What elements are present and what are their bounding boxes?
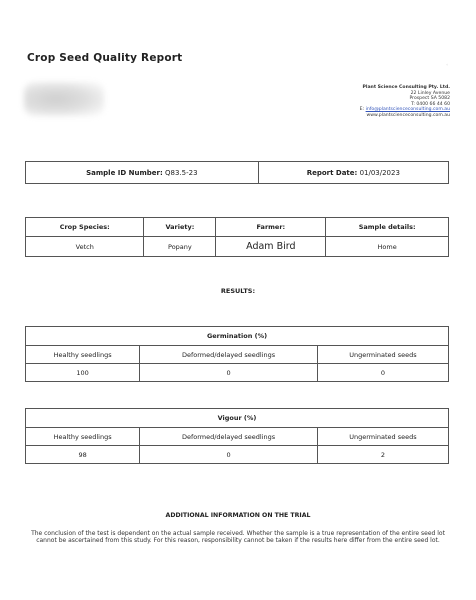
report-title: Crop Seed Quality Report: [27, 52, 183, 64]
company-logo-blurred: [24, 82, 104, 116]
germination-table: [25, 326, 449, 382]
sample-id-cell: [26, 162, 259, 184]
crop-info-table: [25, 217, 449, 257]
germination-header-healthy: Healthy seedlings: [26, 346, 140, 364]
vigour-header-deformed: Deformed/delayed seedlings: [140, 428, 318, 446]
vigour-header-ungerminated: Ungerminated seeds: [317, 428, 448, 446]
company-email-prefix: E:: [359, 107, 366, 113]
variety-value: Popany: [144, 237, 216, 257]
report-date-label: Report Date:: [306, 168, 358, 177]
sample-details-header: Sample details:: [326, 218, 449, 237]
vigour-value-healthy: 98: [26, 446, 140, 464]
results-heading: RESULTS:: [220, 287, 256, 295]
company-email-link[interactable]: info@plantscienceconsulting.com.au: [365, 107, 450, 113]
farmer-value: Adam Bird: [216, 237, 326, 257]
company-address-line-1: 22 Linley Avenue: [410, 90, 450, 96]
variety-header: Variety:: [144, 218, 216, 237]
sample-id-label: Sample ID Number:: [86, 168, 163, 177]
additional-info-heading: ADDITIONAL INFORMATION ON THE TRIAL: [165, 512, 311, 519]
germination-value-deformed: 0: [140, 364, 318, 382]
vigour-table: [25, 408, 449, 464]
sample-id-value: Q83.5-23: [165, 168, 198, 177]
sample-details-value: Home: [326, 237, 449, 257]
vigour-title: Vigour (%): [26, 409, 449, 428]
sample-id-table: [25, 161, 449, 184]
crop-species-header: Crop Species:: [26, 218, 144, 237]
vigour-value-deformed: 0: [140, 446, 318, 464]
germination-header-ungerminated: Ungerminated seeds: [317, 346, 448, 364]
germination-title: Germination (%): [26, 327, 449, 346]
germination-value-ungerminated: 0: [317, 364, 448, 382]
germination-value-healthy: 100: [26, 364, 140, 382]
company-name: Plant Science Consulting Pty. Ltd.: [362, 85, 450, 90]
vigour-value-ungerminated: 2: [317, 446, 448, 464]
additional-info-text: The conclusion of the test is dependent on the actual sample received. Whether the sample is a true representation of the entire seed lot cannot be ascertained from this study. For this reason, responsibility cannot be taken if the results here differ from the entire seed lot.: [31, 530, 445, 545]
company-address-line-2: Prospect SA 5082: [409, 96, 450, 102]
company-details: [360, 85, 450, 119]
company-phone: T: 0400 66 44 60: [411, 101, 450, 107]
company-website: www.plantscienceconsulting.com.au: [366, 112, 450, 118]
germination-header-deformed: Deformed/delayed seedlings: [140, 346, 318, 364]
corner-mark-icon: ◦: [446, 62, 449, 67]
crop-species-value: Vetch: [26, 237, 144, 257]
farmer-header: Farmer:: [216, 218, 326, 237]
report-date-cell: [258, 162, 448, 184]
vigour-header-healthy: Healthy seedlings: [26, 428, 140, 446]
report-date-value: 01/03/2023: [359, 168, 400, 177]
